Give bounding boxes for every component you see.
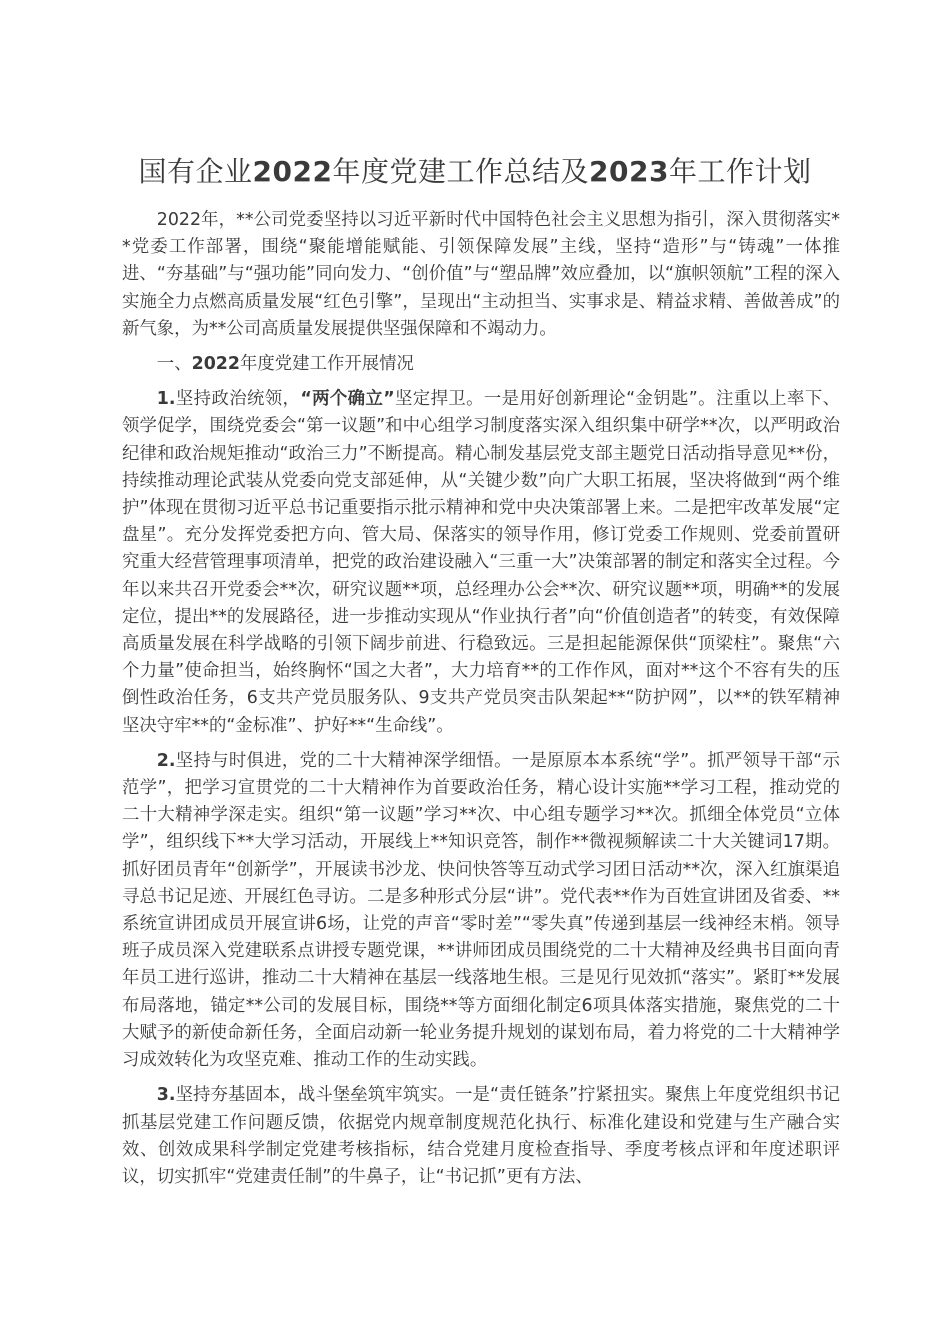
- item-paragraph-3: 3.坚持夯基固本，战斗堡垒筑牢筑实。一是“责任链条”拧紧扭实。聚焦上年度党组织书记抓基层党建工作问题反馈，依据党内规章制度规范化执行、标准化建设和党建与生产融合实效、创效成果科学制定党建考核指标，结合党建月度检查指导、季度考核点评和年度述职评议，切实抓牢“党建责任制”的牛鼻子，让“书记抓”更有方法、: [122, 1085, 840, 1187]
- section-heading: 一、2022年度党建工作开展情况: [156, 354, 414, 375]
- document-body: [122, 207, 840, 1199]
- item-paragraph-2: 2.坚持与时俱进，党的二十大精神深学细悟。一是原原本本系统“学”。抓严领导干部“示范学”，把学习宣贯党的二十大精神作为首要政治任务，精心设计实施**学习工程，推动党的二十大精神学深走实。组织“第一议题”学习**次、中心组专题学习**次。抓细全体党员“立体学”，组织线下**大学习活动，开展线上**知识竞答，制作**微视频解读二十大关键词17期。抓好团员青年“创新学”，开展读书沙龙、快问快答等互动式学习团日活动**次，深入红旗渠追寻总书记足迹、开展红色寻访。二是多种形式分层“讲”。党代表**作为百姓宣讲团及省委、**系统宣讲团成员开展宣讲6场，让党的声音“零时差”“零失真”传递到基层一线神经末梢。领导班子成员深入党建联系点讲授专题党课，**讲师团成员围绕党的二十大精神及经典书目面向青年员工进行巡讲，推动二十大精神在基层一线落地生根。三是见行见效抓“落实”。紧盯**发展布局落地，锚定**公司的发展目标，围绕**等方面细化制定6项具体落实措施，聚焦党的二十大赋予的新使命新任务，全面启动新一轮业务提升规划的谋划布局，着力将党的二十大精神学习成效转化为攻坚克难、推动工作的生动实践。: [122, 750, 840, 1071]
- item-paragraph-1: 1.坚持政治统领，“两个确立”坚定捍卫。一是用好创新理论“金钥匙”。注重以上率下、领学促学，围绕党委会“第一议题”和中心组学习制度落实深入组织集中研学**次，以严明政治纪律和政治规矩推动“政治三力”不断提高。精心制发基层党支部主题党日活动指导意见**份，持续推动理论武装从党委向党支部延伸，从“关键少数”向广大职工拓展，坚决将做到“两个维护”体现在贯彻习近平总书记重要指示批示精神和党中央决策部署上来。二是把牢改革发展“定盘星”。充分发挥党委把方向、管大局、保落实的领导作用，修订党委工作规则、党委前置研究重大经营管理事项清单，把党的政治建设融入“三重一大”决策部署的制定和落实全过程。今年以来共召开党委会**次，研究议题**项，总经理办公会**次、研究议题**项，明确**的发展定位，提出**的发展路径，进一步推动实现从“作业执行者”向“价值创造者”的转变，有效保障高质量发展在科学战略的引领下阔步前进、行稳致远。三是担起能源保供“顶梁柱”。聚焦“六个力量”使命担当，始终胸怀“国之大者”，大力培育**的工作作风，面对**这个不容有失的压倒性政治任务，6支共产党员服务队、9支共产党员突击队架起**“防护网”，以**的铁军精神坚决守牢**的“金标准”、护好**“生命线”。: [122, 389, 840, 736]
- page-title: 国有企业2022年度党建工作总结及2023年工作计划: [138, 155, 812, 188]
- intro-paragraph: 2022年，**公司党委坚持以习近平新时代中国特色社会主义思想为指引，深入贯彻落实**党委工作部署，围绕“聚能增能赋能、引领保障发展”主线，坚持“造形”与“铸魂”一体推进、“夯基础”与“强功能”同向发力、“创价值”与“塑品牌”效应叠加，以“旗帜领航”工程的深入实施全力点燃高质量发展“红色引擎”，呈现出“主动担当、实事求是、精益求精、善做善成”的新气象，为**公司高质量发展提供坚强保障和不竭动力。: [122, 210, 840, 339]
